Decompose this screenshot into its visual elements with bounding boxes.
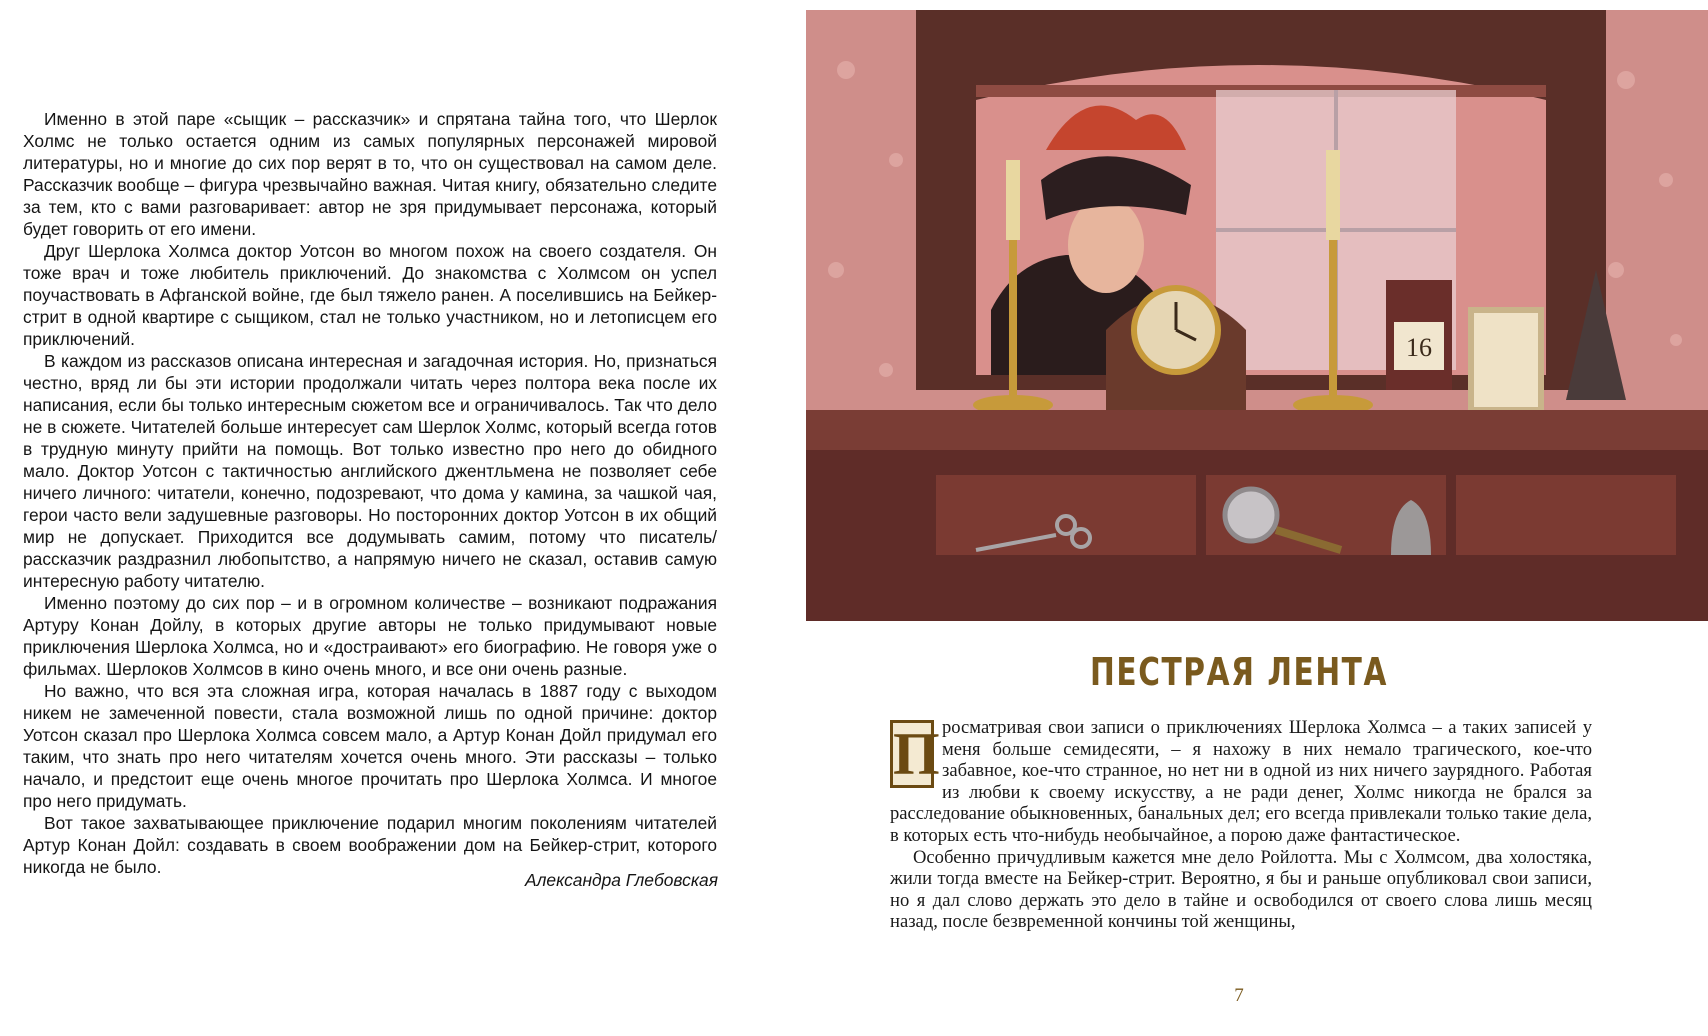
left-page (0, 0, 770, 1036)
story-text (890, 717, 1592, 933)
chapter-title: ПЕСТРАЯ ЛЕНТА (1090, 650, 1388, 694)
left-paragraph: В каждом из рассказов описана интересная и загадочная история. Но, признаться честно, вряд ли бы эти истории продолжали читать через полтора века после их написания, если бы только интересным сюжетом все и ограничивалось. Так что дело не в сюжете. Читателей больше интересует сам Шерлок Холмс, который всегда готов в трудную минуту прийти на помощь. Вот только известно про него до обидного мало. Доктор Уотсон с тактичностью английского джентльмена не позволяет себе ничего личного: читатели, конечно, подозревают, что дома у камина, за чашкой чая, герои часто вели задушевные разговоры. Но посторонних доктор Уотсон в их общий мир не допускает. Приходится все додумывать самим, потому что писатель/рассказчик раздразнил любопытство, а напрямую ничего не сказал, оставив самую интересную работу читателю. (23, 351, 717, 591)
story-paragraph-text: росматривая свои записи о приключениях Шерлока Холмса – а таких записей у меня больше семидесяти, – я нахожу в них немало трагического, кое-что забавное, кое-что странное, но нет ни в одной из них ничего заурядного. Работая из любви к своему искусству, а не ради денег, Холмс никогда не брался за расследование обыкновенных, банальных дел; его всегда привлекали только такие дела, в которых есть что-нибудь необычайное, а порою даже фантастическое. (890, 717, 1592, 846)
left-page-text (23, 108, 717, 878)
page-number: 7 (1234, 985, 1244, 1006)
left-paragraph: Вот такое захватывающее приключение подарил многим поколениям читателей Артур Конан Дойл: создавать в своем воображении дом на Бейкер-стрит, которого никогда не было. (23, 813, 717, 877)
left-paragraph: Но важно, что вся эта сложная игра, которая началась в 1887 году с выходом никем не замеченной повести, стала возможной лишь по одной причине: доктор Уотсон сказал про Шерлока Холмса совсем мало, а Артур Конан Дойл придумал его таким, что знать про него читателям хочется очень много. Эти рассказы – только начало, и предстоит еще очень многое прочитать про Шерлока Холмса. И многое про него придумать. (23, 681, 717, 811)
author-signature: Александра Глебовская (524, 870, 718, 890)
mantel-illustration (806, 10, 1708, 621)
desk-calendar (1386, 280, 1452, 390)
photo-frame (1471, 310, 1541, 410)
drop-cap: П (890, 720, 934, 788)
mantel-shelf (806, 410, 1708, 450)
mantel-drawer-right (1456, 475, 1676, 555)
left-paragraph: Именно поэтому до сих пор – и в огромном количестве – возникают подражания Артуру Конан Дойлу, в которых другие авторы не только придумывают новые приключения Шерлока Холмса, но и «достраивают» его биографию. Не говоря уже о фильмах. Шерлоков Холмсов в кино очень много, и все они очень разные. (23, 593, 717, 679)
story-paragraph: Особенно причудливым кажется мне дело Ройлотта. Мы с Холмсом, два холостяка, жили тогда вместе на Бейкер-стрит. Вероятно, я бы и раньше опубликовал свои записи, но я дал слово держать это дело в тайне и освободился от своего слова лишь месяц назад, после безвременной кончины той женщины, (890, 846, 1592, 933)
story-paragraph (890, 717, 1592, 847)
left-paragraph: Именно в этой паре «сыщик – рассказчик» и спрятана тайна того, что Шерлок Холмс не только остается одним из самых популярных персонажей мировой литературы, но и многие до сих пор верят в то, что он существовал на самом деле. Рассказчик вообще – фигура чрезвычайно важная. Читая книгу, обязательно следите за тем, кто с вами разговаривает: автор не зря придумывает персонажа, который будет говорить от его имени. (23, 109, 717, 239)
right-page (770, 0, 1708, 1036)
left-paragraph: Друг Шерлока Холмса доктор Уотсон во многом похож на своего создателя. Он тоже врач и тоже любитель приключений. До знакомства с Холмсом он успел поучаствовать в Афганской войне, где был тяжело ранен. А поселившись на Бейкер-стрит в одной квартире с сыщиком, стал не только участником, но и летописцем его приключений. (23, 241, 717, 349)
mantel-illustration-svg (806, 10, 1708, 621)
calendar-day: 16 (1406, 333, 1432, 362)
